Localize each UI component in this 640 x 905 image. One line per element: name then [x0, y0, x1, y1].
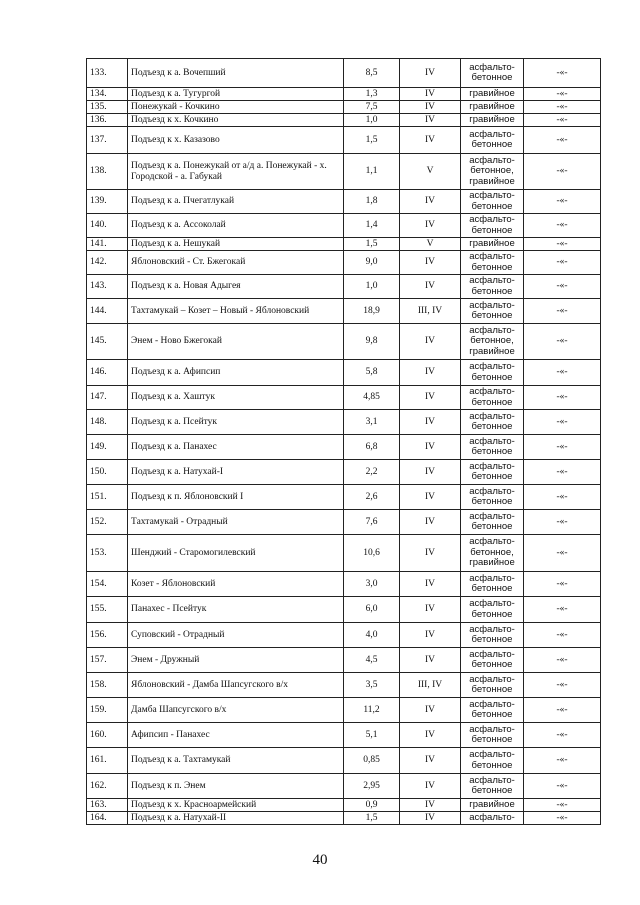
road-coverage: асфальто- бетонное [461, 774, 524, 799]
table-row [87, 410, 601, 435]
table-row [87, 723, 601, 748]
table-row [87, 360, 601, 386]
row-note: -«- [524, 88, 601, 101]
road-length: 1,0 [344, 275, 400, 299]
road-coverage: асфальто- бетонное, гравийное [461, 535, 524, 572]
row-note: -«- [524, 251, 601, 275]
table-row [87, 435, 601, 460]
road-name: Подъезд к а. Хаштук [128, 386, 344, 410]
road-length: 3,0 [344, 572, 400, 597]
row-number: 159. [87, 698, 128, 723]
road-category: IV [400, 648, 461, 673]
row-number: 145. [87, 324, 128, 360]
road-name: Подъезд к п. Яблоновский I [128, 485, 344, 510]
road-coverage: асфальто- [461, 812, 524, 825]
road-category: IV [400, 59, 461, 88]
road-name: Подъезд к п. Энем [128, 774, 344, 799]
road-length: 9,0 [344, 251, 400, 275]
road-category: IV [400, 774, 461, 799]
road-name: Яблоновский - Ст. Бжегокай [128, 251, 344, 275]
road-length: 8,5 [344, 59, 400, 88]
row-note: -«- [524, 101, 601, 114]
row-note: -«- [524, 535, 601, 572]
row-note: -«- [524, 812, 601, 825]
row-note: -«- [524, 114, 601, 127]
road-coverage: асфальто- бетонное [461, 673, 524, 698]
table-row [87, 623, 601, 648]
row-note: -«- [524, 698, 601, 723]
road-name: Подъезд к а. Пчегатлукай [128, 190, 344, 214]
road-coverage: асфальто- бетонное [461, 648, 524, 673]
road-category: IV [400, 275, 461, 299]
row-note: -«- [524, 572, 601, 597]
road-length: 1,3 [344, 88, 400, 101]
row-number: 137. [87, 127, 128, 154]
page-number: 40 [312, 852, 328, 868]
road-name: Энем - Ново Бжегокай [128, 324, 344, 360]
road-category: V [400, 154, 461, 190]
row-number: 140. [87, 214, 128, 238]
road-category: IV [400, 190, 461, 214]
row-number: 148. [87, 410, 128, 435]
row-number: 146. [87, 360, 128, 386]
table-row [87, 799, 601, 812]
road-length: 1,1 [344, 154, 400, 190]
row-note: -«- [524, 275, 601, 299]
row-note: -«- [524, 190, 601, 214]
road-coverage: асфальто- бетонное, гравийное [461, 154, 524, 190]
road-coverage: асфальто- бетонное [461, 299, 524, 324]
row-number: 139. [87, 190, 128, 214]
row-note: -«- [524, 774, 601, 799]
road-coverage: асфальто- бетонное [461, 748, 524, 774]
table-row [87, 251, 601, 275]
road-name: Афипсип - Панахес [128, 723, 344, 748]
road-name: Шенджий - Старомогилевский [128, 535, 344, 572]
road-coverage: асфальто- бетонное [461, 59, 524, 88]
table-row [87, 748, 601, 774]
row-number: 150. [87, 460, 128, 485]
road-category: IV [400, 623, 461, 648]
road-length: 1,5 [344, 127, 400, 154]
row-note: -«- [524, 324, 601, 360]
road-coverage: асфальто- бетонное [461, 251, 524, 275]
road-name: Подъезд к а. Тахтамукай [128, 748, 344, 774]
road-category: IV [400, 812, 461, 825]
road-category: IV [400, 460, 461, 485]
road-coverage: гравийное [461, 799, 524, 812]
row-number: 152. [87, 510, 128, 535]
road-category: IV [400, 510, 461, 535]
table-row [87, 812, 601, 825]
row-note: -«- [524, 154, 601, 190]
road-name: Подъезд к а. Новая Адыгея [128, 275, 344, 299]
road-length: 1,0 [344, 114, 400, 127]
road-length: 0,85 [344, 748, 400, 774]
road-category: IV [400, 324, 461, 360]
row-number: 147. [87, 386, 128, 410]
road-category: III, IV [400, 299, 461, 324]
row-note: -«- [524, 723, 601, 748]
row-note: -«- [524, 127, 601, 154]
road-coverage: гравийное [461, 88, 524, 101]
table-row [87, 485, 601, 510]
row-note: -«- [524, 435, 601, 460]
road-length: 2,2 [344, 460, 400, 485]
row-number: 142. [87, 251, 128, 275]
road-coverage: асфальто- бетонное [461, 723, 524, 748]
road-length: 7,6 [344, 510, 400, 535]
row-note: -«- [524, 648, 601, 673]
road-length: 7,5 [344, 101, 400, 114]
road-category: III, IV [400, 673, 461, 698]
road-coverage: асфальто- бетонное [461, 214, 524, 238]
row-number: 154. [87, 572, 128, 597]
table-row [87, 572, 601, 597]
road-length: 6,0 [344, 597, 400, 623]
row-note: -«- [524, 360, 601, 386]
road-length: 2,95 [344, 774, 400, 799]
row-note: -«- [524, 410, 601, 435]
table-row [87, 101, 601, 114]
row-number: 134. [87, 88, 128, 101]
row-number: 135. [87, 101, 128, 114]
table-row [87, 114, 601, 127]
road-coverage: асфальто- бетонное [461, 460, 524, 485]
road-name: Подъезд к а. Ассоколай [128, 214, 344, 238]
road-category: IV [400, 572, 461, 597]
road-coverage: асфальто- бетонное [461, 510, 524, 535]
row-note: -«- [524, 460, 601, 485]
road-coverage: асфальто- бетонное [461, 597, 524, 623]
road-coverage: асфальто- бетонное [461, 360, 524, 386]
road-name: Подъезд к х. Кочкино [128, 114, 344, 127]
road-category: IV [400, 698, 461, 723]
road-name: Тахтамукай – Козет – Новый - Яблоновский [128, 299, 344, 324]
row-note: -«- [524, 386, 601, 410]
table-row [87, 214, 601, 238]
road-coverage: асфальто- бетонное [461, 698, 524, 723]
road-length: 4,5 [344, 648, 400, 673]
road-length: 5,8 [344, 360, 400, 386]
road-category: IV [400, 386, 461, 410]
row-note: -«- [524, 623, 601, 648]
road-length: 1,8 [344, 190, 400, 214]
road-length: 1,5 [344, 812, 400, 825]
road-category: IV [400, 485, 461, 510]
row-number: 155. [87, 597, 128, 623]
road-name: Дамба Шапсугского в/х [128, 698, 344, 723]
road-name: Яблоновский - Дамба Шапсугского в/х [128, 673, 344, 698]
road-name: Подъезд к а. Тугургой [128, 88, 344, 101]
road-category: IV [400, 88, 461, 101]
road-length: 4,0 [344, 623, 400, 648]
row-number: 160. [87, 723, 128, 748]
row-note: -«- [524, 748, 601, 774]
row-note: -«- [524, 299, 601, 324]
road-length: 4,85 [344, 386, 400, 410]
road-name: Подъезд к а. Натухай-I [128, 460, 344, 485]
row-number: 158. [87, 673, 128, 698]
road-length: 3,1 [344, 410, 400, 435]
road-coverage: асфальто- бетонное [461, 127, 524, 154]
row-number: 151. [87, 485, 128, 510]
road-name: Подъезд к а. Нешукай [128, 238, 344, 251]
road-length: 0,9 [344, 799, 400, 812]
road-coverage: асфальто- бетонное [461, 386, 524, 410]
road-name: Подъезд к а. Панахес [128, 435, 344, 460]
road-name: Подъезд к а. Псейтук [128, 410, 344, 435]
table-row [87, 127, 601, 154]
table-row [87, 648, 601, 673]
road-name: Козет - Яблоновский [128, 572, 344, 597]
table-row [87, 59, 601, 88]
table-row [87, 386, 601, 410]
road-category: V [400, 238, 461, 251]
table-row [87, 190, 601, 214]
road-length: 9,8 [344, 324, 400, 360]
road-category: IV [400, 214, 461, 238]
row-number: 161. [87, 748, 128, 774]
row-number: 136. [87, 114, 128, 127]
road-name: Подъезд к х. Красноармейский [128, 799, 344, 812]
table-row [87, 88, 601, 101]
row-note: -«- [524, 510, 601, 535]
row-note: -«- [524, 59, 601, 88]
row-number: 143. [87, 275, 128, 299]
row-number: 133. [87, 59, 128, 88]
road-coverage: асфальто- бетонное [461, 572, 524, 597]
row-note: -«- [524, 799, 601, 812]
road-coverage: асфальто- бетонное [461, 485, 524, 510]
road-category: IV [400, 799, 461, 812]
row-number: 153. [87, 535, 128, 572]
table-row [87, 673, 601, 698]
road-name: Понежукай - Кочкино [128, 101, 344, 114]
road-name: Подъезд к х. Казазово [128, 127, 344, 154]
row-number: 149. [87, 435, 128, 460]
road-coverage: асфальто- бетонное [461, 623, 524, 648]
road-length: 18,9 [344, 299, 400, 324]
table-row [87, 698, 601, 723]
row-number: 141. [87, 238, 128, 251]
road-coverage: асфальто- бетонное [461, 275, 524, 299]
road-coverage: гравийное [461, 101, 524, 114]
road-name: Подъезд к а. Афипсип [128, 360, 344, 386]
road-name: Суповский - Отрадный [128, 623, 344, 648]
table-row [87, 275, 601, 299]
road-category: IV [400, 597, 461, 623]
road-name: Тахтамукай - Отрадный [128, 510, 344, 535]
row-number: 164. [87, 812, 128, 825]
row-number: 138. [87, 154, 128, 190]
row-note: -«- [524, 673, 601, 698]
road-category: IV [400, 127, 461, 154]
table-row [87, 324, 601, 360]
table-row [87, 597, 601, 623]
road-length: 5,1 [344, 723, 400, 748]
road-name: Панахес - Псейтук [128, 597, 344, 623]
row-note: -«- [524, 597, 601, 623]
road-category: IV [400, 723, 461, 748]
table-row [87, 510, 601, 535]
road-category: IV [400, 535, 461, 572]
road-length: 3,5 [344, 673, 400, 698]
table-row [87, 238, 601, 251]
road-coverage: асфальто- бетонное [461, 410, 524, 435]
roads-table [86, 58, 601, 825]
table-row [87, 774, 601, 799]
road-length: 10,6 [344, 535, 400, 572]
table-body [87, 59, 601, 825]
row-number: 163. [87, 799, 128, 812]
road-category: IV [400, 410, 461, 435]
road-name: Подъезд к а. Натухай-II [128, 812, 344, 825]
row-number: 144. [87, 299, 128, 324]
road-coverage: гравийное [461, 238, 524, 251]
row-note: -«- [524, 238, 601, 251]
road-coverage: асфальто- бетонное [461, 190, 524, 214]
road-length: 11,2 [344, 698, 400, 723]
road-category: IV [400, 101, 461, 114]
road-name: Подъезд к а. Вочепший [128, 59, 344, 88]
row-note: -«- [524, 214, 601, 238]
road-category: IV [400, 114, 461, 127]
road-category: IV [400, 435, 461, 460]
road-name: Подъезд к а. Понежукай от а/д а. Понежукай - х. Городской - а. Габукай [128, 154, 344, 190]
row-number: 157. [87, 648, 128, 673]
road-coverage: асфальто- бетонное, гравийное [461, 324, 524, 360]
road-category: IV [400, 360, 461, 386]
table-row [87, 460, 601, 485]
road-length: 2,6 [344, 485, 400, 510]
row-note: -«- [524, 485, 601, 510]
road-length: 1,5 [344, 238, 400, 251]
table-row [87, 535, 601, 572]
road-length: 6,8 [344, 435, 400, 460]
road-category: IV [400, 748, 461, 774]
road-category: IV [400, 251, 461, 275]
table-row [87, 154, 601, 190]
row-number: 156. [87, 623, 128, 648]
road-name: Энем - Дружный [128, 648, 344, 673]
road-coverage: гравийное [461, 114, 524, 127]
table-row [87, 299, 601, 324]
road-coverage: асфальто- бетонное [461, 435, 524, 460]
row-number: 162. [87, 774, 128, 799]
road-length: 1,4 [344, 214, 400, 238]
